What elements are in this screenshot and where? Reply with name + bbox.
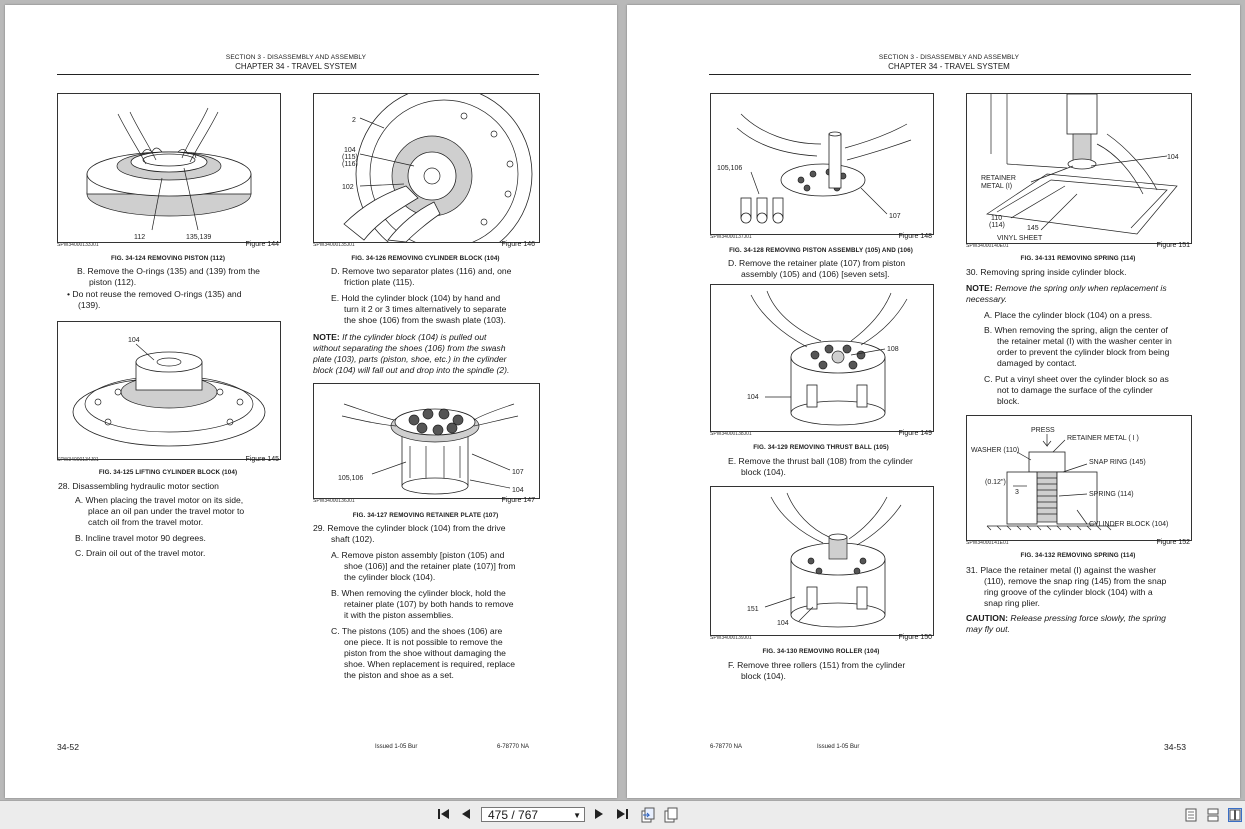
step-text: ring groove of the cylinder block (104) with a xyxy=(984,587,1153,597)
callout-104: 104 xyxy=(747,394,759,401)
figure-number: Figure 147 xyxy=(501,497,535,504)
step-text: shoe (106)] and the retainer plate (107)] from xyxy=(344,561,516,571)
next-page-icon[interactable] xyxy=(594,808,604,823)
figure-code: SPW34000133J01 xyxy=(57,242,99,248)
figure-caption: FIG. 34-131 REMOVING SPRING (114) xyxy=(1020,255,1136,262)
step-text: B. Remove the O-rings (135) and (139) from the xyxy=(77,266,260,276)
figure-number: Figure 144 xyxy=(245,241,279,248)
figure-code: SPW34000138J01 xyxy=(710,431,752,437)
note-text: If the cylinder block (104) is pulled out xyxy=(342,332,487,342)
callout-104: 104 xyxy=(512,487,524,494)
figure-144-illustration xyxy=(57,93,281,243)
figure-caption: FIG. 34-126 REMOVING CYLINDER BLOCK (104) xyxy=(351,255,500,262)
figure-152-illustration xyxy=(966,415,1192,541)
figure-caption: FIG. 34-130 REMOVING ROLLER (104) xyxy=(762,648,880,655)
viewer-toolbar xyxy=(0,800,1245,829)
step-text: order to prevent the cylinder block from being xyxy=(997,347,1170,357)
caution-label: CAUTION: xyxy=(966,613,1009,623)
step-text: the retainer metal (I) with the washer center in xyxy=(997,336,1172,346)
step-text: D. Remove two separator plates (116) and, one xyxy=(331,266,512,276)
figure-caption: FIG. 34-132 REMOVING SPRING (114) xyxy=(1020,552,1136,559)
last-page-icon[interactable] xyxy=(615,808,629,823)
step-text: A. Remove piston assembly [piston (105) and xyxy=(331,550,505,560)
issued-label: Issued 1-05 Bur xyxy=(817,744,860,750)
figure-number: Figure 151 xyxy=(1156,242,1190,249)
continuous-view-icon[interactable] xyxy=(1207,808,1219,825)
figure-caption: FIG. 34-125 LIFTING CYLINDER BLOCK (104) xyxy=(98,469,238,476)
caution-block xyxy=(966,613,1166,624)
figure-number: Figure 152 xyxy=(1156,539,1190,546)
figure-number: Figure 150 xyxy=(898,634,932,641)
note-text: plate (103), parts (piston, shoe, etc.) in the cylinder xyxy=(313,354,507,364)
step-text: snap ring plier. xyxy=(984,598,1040,608)
callout-press: PRESS xyxy=(1031,427,1055,434)
issued-label: Issued 1-05 Bur xyxy=(375,744,418,750)
step-text: B. Incline travel motor 90 degrees. xyxy=(75,533,206,543)
step-text: A. When placing the travel motor on its side, xyxy=(75,495,244,505)
callout-104: 104 xyxy=(1167,154,1179,161)
step-text: (139). xyxy=(78,300,101,310)
note-text: block (104) will fall out and drop into the spindle (2). xyxy=(313,365,510,375)
callout-105-106: 105,106 xyxy=(338,475,364,482)
step-text: the cylinder block (104). xyxy=(344,572,436,582)
header-rule xyxy=(57,74,539,75)
step-text: C. Drain oil out of the travel motor. xyxy=(75,548,206,558)
step-text: 30. Removing spring inside cylinder block. xyxy=(966,267,1127,277)
callout-116: (116) xyxy=(342,161,358,168)
page-number-input[interactable] xyxy=(481,807,585,822)
figure-149-illustration xyxy=(710,284,934,432)
callout-107: 107 xyxy=(889,213,901,220)
figure-147-illustration xyxy=(313,383,540,499)
note-block xyxy=(966,283,1167,294)
step-text: 31. Place the retainer metal (I) against the washer xyxy=(966,565,1157,575)
figure-number: Figure 149 xyxy=(898,430,932,437)
figure-caption: FIG. 34-128 REMOVING PISTON ASSEMBLY (105) AND (106) xyxy=(729,247,913,254)
callout-dimension: (0.12") xyxy=(985,479,1006,486)
step-text: piston (112). xyxy=(89,277,137,287)
figure-code: SPW34000136J01 xyxy=(313,498,355,504)
step-text: one piece. It is not possible to remove the xyxy=(344,637,503,647)
step-text: assembly (105) and (106) [seven sets]. xyxy=(741,269,890,279)
step-text: (110), remove the snap ring (145) from the snap xyxy=(984,576,1167,586)
callout-spring: SPRING (114) xyxy=(1089,491,1134,498)
figure-code: SPW34000139J01 xyxy=(710,635,752,641)
step-text: retainer plate (107) by both hands to remove xyxy=(344,599,514,609)
callout-114: (114) xyxy=(989,222,1005,229)
figure-number: Figure 148 xyxy=(898,233,932,240)
callout-retainer: RETAINER xyxy=(981,175,1016,182)
first-page-icon[interactable] xyxy=(437,808,451,823)
figure-code: SPW34000137J01 xyxy=(710,234,752,240)
figure-caption: FIG. 34-127 REMOVING RETAINER PLATE (107) xyxy=(352,512,499,519)
single-page-view-icon[interactable] xyxy=(1185,808,1197,825)
figure-number: Figure 145 xyxy=(245,456,279,463)
step-text: B. When removing the spring, align the center of xyxy=(984,325,1168,335)
step-text: block (104). xyxy=(741,467,786,477)
callout-104: 104 xyxy=(128,337,140,344)
callout-115: (115) xyxy=(342,154,358,161)
step-text: catch oil from the travel motor. xyxy=(88,517,204,527)
figure-146-illustration xyxy=(313,93,540,243)
step-text: B. When removing the cylinder block, hold the xyxy=(331,588,506,598)
step-text: • Do not reuse the removed O-rings (135) and xyxy=(67,289,242,299)
callout-135-139: 135,139 xyxy=(186,234,212,241)
callout-112: 112 xyxy=(134,234,146,241)
left-page xyxy=(5,5,617,798)
callout-retainer-metal: METAL (I) xyxy=(981,183,1013,190)
page-number: 34-53 xyxy=(1164,742,1186,752)
callout-151: 151 xyxy=(747,606,759,613)
step-text: block. xyxy=(997,396,1020,406)
figure-code: SPW34000135J01 xyxy=(313,242,355,248)
section-header: SECTION 3 - DISASSEMBLY AND ASSEMBLY xyxy=(225,54,367,61)
step-text: D. Remove the retainer plate (107) from piston xyxy=(728,258,906,268)
callout-vinyl-sheet: VINYL SHEET xyxy=(997,235,1043,242)
figure-code: SPW34000140E01 xyxy=(966,243,1009,249)
step-text: shaft (102). xyxy=(331,534,375,544)
caution-text: may fly out. xyxy=(966,624,1010,634)
callout-110: 110 xyxy=(991,215,1003,222)
caution-text: Release pressing force slowly, the spring xyxy=(1010,613,1166,623)
step-text: not to damage the surface of the cylinder xyxy=(997,385,1153,395)
callout-104: 104 xyxy=(777,620,789,627)
callout-snap-ring: SNAP RING (145) xyxy=(1089,459,1146,466)
callout-107: 107 xyxy=(512,469,524,476)
step-text: A. Place the cylinder block (104) on a press. xyxy=(984,310,1153,320)
figure-code: SPW34000134J01 xyxy=(57,457,99,463)
header-rule xyxy=(709,74,1191,75)
callout-102: 102 xyxy=(342,184,354,191)
right-page xyxy=(627,5,1240,798)
callout-104: 104 xyxy=(344,147,356,154)
figure-caption: FIG. 34-129 REMOVING THRUST BALL (105) xyxy=(753,444,889,451)
part-number: 6-78770 NA xyxy=(497,744,530,750)
step-text: 28. Disassembling hydraulic motor section xyxy=(58,481,219,491)
step-text: piston from the shoe without damaging the xyxy=(344,648,506,658)
callout-washer: WASHER (110) xyxy=(971,447,1020,454)
step-text: the piston and shoe as a set. xyxy=(344,670,454,680)
figure-number: Figure 146 xyxy=(501,241,535,248)
previous-page-icon[interactable] xyxy=(461,808,471,823)
step-text: C. The pistons (105) and the shoes (106) are xyxy=(331,626,503,636)
step-text: shoe. When replacement is required, replace xyxy=(344,659,516,669)
note-block xyxy=(313,332,486,343)
step-text: 29. Remove the cylinder block (104) from the drive xyxy=(313,523,506,533)
page-forward-icon[interactable] xyxy=(663,807,679,826)
note-text: necessary. xyxy=(966,294,1007,304)
figure-caption: FIG. 34-124 REMOVING PISTON (112) xyxy=(110,255,226,262)
page-number-value: 475 / 767 xyxy=(488,808,539,822)
figure-151-illustration xyxy=(966,93,1192,244)
callout-145: 145 xyxy=(1027,225,1039,232)
step-text: damaged by contact. xyxy=(997,358,1077,368)
note-label: NOTE: xyxy=(313,332,340,342)
step-text: friction plate (115). xyxy=(344,277,415,287)
figure-145-illustration xyxy=(57,321,281,460)
chapter-header: CHAPTER 34 - TRAVEL SYSTEM xyxy=(888,62,1010,71)
step-text: C. Put a vinyl sheet over the cylinder block so as xyxy=(984,374,1169,384)
figure-code: SPW34000141E01 xyxy=(966,540,1009,546)
chapter-header: CHAPTER 34 - TRAVEL SYSTEM xyxy=(235,62,357,71)
two-page-view-icon[interactable] xyxy=(1228,808,1242,825)
step-text: the shoe (106) from the swash plate (103). xyxy=(344,315,506,325)
callout-retainer-metal: RETAINER METAL ( I ) xyxy=(1067,435,1139,442)
section-header: SECTION 3 - DISASSEMBLY AND ASSEMBLY xyxy=(878,54,1020,61)
page-back-icon[interactable] xyxy=(640,807,656,826)
step-text: turn it 2 or 3 times alternatively to separate xyxy=(344,304,507,314)
note-label: NOTE: xyxy=(966,283,993,293)
page-number: 34-52 xyxy=(57,742,79,752)
step-text: E. Remove the thrust ball (108) from the cylinder xyxy=(728,456,913,466)
callout-105-106: 105,106 xyxy=(717,165,743,172)
chevron-down-icon[interactable]: ▼ xyxy=(573,811,581,820)
callout-cylinder-block: CYLINDER BLOCK (104) xyxy=(1089,521,1169,528)
part-number: 6-78770 NA xyxy=(710,744,743,750)
callout-2: 2 xyxy=(352,117,356,124)
step-text: place an oil pan under the travel motor to xyxy=(88,506,245,516)
note-text: without separating the shoes (106) from the swash xyxy=(313,343,506,353)
step-text: F. Remove three rollers (151) from the cylinder xyxy=(728,660,906,670)
callout-dimension-mm: 3 xyxy=(1015,489,1019,496)
note-text: Remove the spring only when replacement is xyxy=(995,283,1167,293)
step-text: it with the piston assemblies. xyxy=(344,610,454,620)
figure-150-illustration xyxy=(710,486,934,636)
step-text: block (104). xyxy=(741,671,786,681)
callout-108: 108 xyxy=(887,346,899,353)
figure-148-illustration xyxy=(710,93,934,235)
step-text: E. Hold the cylinder block (104) by hand and xyxy=(331,293,501,303)
